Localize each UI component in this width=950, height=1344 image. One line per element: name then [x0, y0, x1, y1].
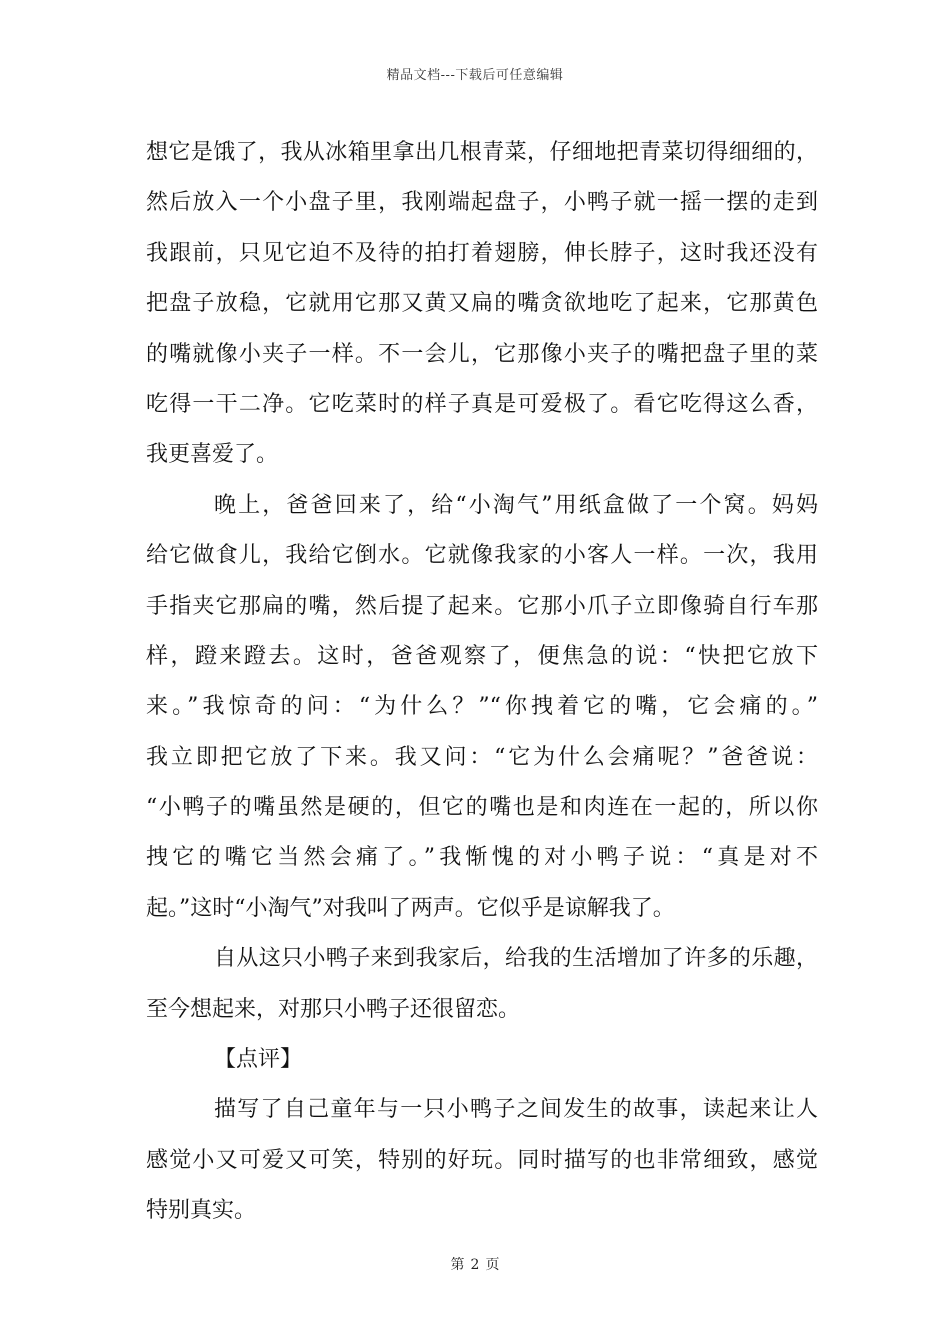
text-line: 描写了自己童年与一只小鸭子之间发生的故事，读起来让人 [214, 1097, 818, 1123]
text-line: 拽它的嘴它当然会痛了。”我惭愧的对小鸭子说：“真是对不 [146, 845, 818, 871]
text-line: 晚上，爸爸回来了，给“小淘气”用纸盒做了一个窝。妈妈 [214, 492, 818, 518]
text-line: 给它做食儿，我给它倒水。它就像我家的小客人一样。一次，我用 [146, 543, 818, 569]
paragraph [146, 934, 818, 1035]
document-body [146, 128, 818, 1237]
text-line: 把盘子放稳，它就用它那又黄又扁的嘴贪欲地吃了起来，它那黄色 [146, 291, 818, 317]
page-suffix: 页 [485, 1257, 500, 1273]
page-prefix: 第 [450, 1257, 465, 1273]
text-line: 想它是饿了，我从冰箱里拿出几根青菜，仔细地把青菜切得细细的， [146, 140, 818, 165]
text-line: 感觉小又可爱又可笑，特别的好玩。同时描写的也非常细致，感觉 [146, 1147, 818, 1173]
text-line: 的嘴就像小夹子一样。不一会儿，它那像小夹子的嘴把盘子里的菜 [146, 341, 818, 367]
page-number: 2 [470, 1257, 480, 1273]
paragraph [146, 481, 818, 935]
paragraph [146, 1085, 818, 1236]
page-header: 精品文档---下载后可任意编辑 [386, 68, 564, 83]
text-line: 我跟前，只见它迫不及待的拍打着翅膀，伸长脖子，这时我还没有 [146, 240, 818, 266]
text-line: “小鸭子的嘴虽然是硬的，但它的嘴也是和肉连在一起的，所以你 [146, 795, 818, 821]
text-line: 我立即把它放了下来。我又问：“它为什么会痛呢？”爸爸说： [146, 744, 818, 770]
comment-heading: 【点评】 [214, 1047, 303, 1073]
text-line: 我更喜爱了。 [146, 442, 279, 468]
text-line: 手指夹它那扁的嘴，然后提了起来。它那小爪子立即像骑自行车那 [146, 593, 818, 619]
text-line: 样，蹬来蹬去。这时，爸爸观察了，便焦急的说：“快把它放下 [146, 643, 818, 669]
text-line: 至今想起来，对那只小鸭子还很留恋。 [146, 996, 521, 1022]
page-footer [0, 1254, 950, 1274]
paragraph-heading [146, 1035, 818, 1085]
text-line: 吃得一干二净。它吃菜时的样子真是可爱极了。看它吃得这么香， [146, 391, 818, 417]
text-line: 然后放入一个小盘子里，我刚端起盘子，小鸭子就一摇一摆的走到 [146, 190, 818, 216]
text-line: 来。”我惊奇的问：“为什么？”“你拽着它的嘴，它会痛的。” [146, 694, 818, 720]
paragraph [146, 128, 818, 481]
text-line: 特别真实。 [146, 1198, 257, 1224]
text-line: 自从这只小鸭子来到我家后，给我的生活增加了许多的乐趣， [214, 946, 818, 972]
text-line: 起。”这时“小淘气”对我叫了两声。它似乎是谅解我了。 [146, 895, 675, 921]
